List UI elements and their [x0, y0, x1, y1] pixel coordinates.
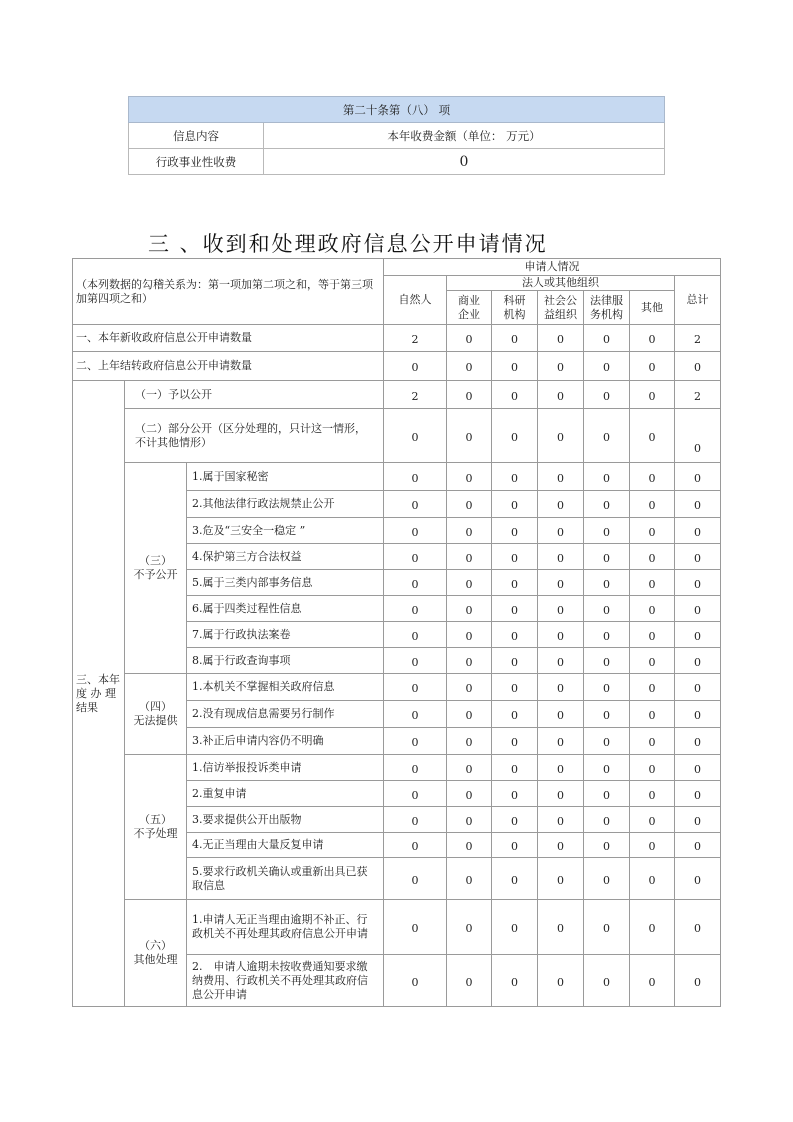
column-header: [538, 291, 584, 325]
value-cell: 0: [584, 409, 630, 463]
value-cell: 0: [492, 755, 538, 781]
value-cell: 0: [492, 648, 538, 674]
header-row: [73, 259, 721, 276]
value-cell: 0: [492, 381, 538, 409]
item-label: 8.属于行政查询事项: [187, 648, 384, 674]
value-cell: 0: [675, 596, 721, 622]
value-cell: 0: [630, 352, 675, 381]
value-cell: 0: [384, 755, 447, 781]
value-cell: 0: [675, 781, 721, 807]
value-cell: 0: [584, 701, 630, 728]
value-cell: 0: [447, 596, 492, 622]
value-cell: 0: [584, 352, 630, 381]
column-header-line: 务机构: [590, 307, 623, 321]
value-cell: 0: [384, 409, 447, 463]
group-title: （四）: [139, 700, 172, 713]
column-header-line: 机构: [503, 307, 526, 321]
fee-col1-header: 信息内容: [129, 123, 264, 149]
fee-row-value: 0: [264, 149, 665, 175]
fee-table-title: 第二十条第（八） 项: [129, 97, 665, 123]
value-cell: 0: [384, 900, 447, 955]
item-label: 2.没有现成信息需要另行制作: [187, 701, 384, 728]
value-cell: 0: [675, 833, 721, 858]
value-cell: 0: [447, 352, 492, 381]
group-subtitle: 无法提供: [133, 714, 178, 727]
value-cell: 0: [584, 596, 630, 622]
value-cell: 0: [630, 491, 675, 518]
value-cell: 2: [675, 325, 721, 352]
item-label: 1.申请人无正当理由逾期不补正、行政机关不再处理其政府信息公开申请: [187, 900, 384, 955]
value-cell: 0: [630, 544, 675, 570]
value-cell: 0: [630, 570, 675, 596]
value-cell: 0: [538, 755, 584, 781]
value-cell: 0: [447, 781, 492, 807]
value-cell: 0: [447, 858, 492, 900]
value-cell: 0: [675, 570, 721, 596]
value-cell: 0: [538, 570, 584, 596]
value-cell: 0: [447, 381, 492, 409]
item-label: 3.要求提供公开出版物: [187, 807, 384, 833]
value-cell: 0: [447, 463, 492, 491]
group-title: （五）: [139, 813, 172, 826]
value-cell: 0: [492, 352, 538, 381]
value-cell: 0: [447, 807, 492, 833]
group-label: [125, 755, 187, 900]
value-cell: 0: [584, 622, 630, 648]
value-cell: 0: [584, 518, 630, 544]
value-cell: 0: [630, 900, 675, 955]
item-label: 1.信访举报投诉类申请: [187, 755, 384, 781]
value-cell: 0: [675, 955, 721, 1007]
value-cell: 0: [538, 781, 584, 807]
value-cell: 0: [384, 491, 447, 518]
value-cell: 0: [538, 833, 584, 858]
value-cell: 0: [675, 900, 721, 955]
group-subtitle: 其他处理: [133, 953, 178, 966]
result-label-line: 结果: [76, 700, 98, 714]
value-cell: 0: [492, 491, 538, 518]
value-cell: 0: [584, 381, 630, 409]
row-label: （一）予以公开: [125, 381, 384, 409]
value-cell: 0: [538, 674, 584, 701]
value-cell: 0: [584, 955, 630, 1007]
value-cell: 0: [675, 518, 721, 544]
table-row: [73, 381, 721, 409]
value-cell: 0: [584, 325, 630, 352]
value-cell: 0: [584, 833, 630, 858]
column-header-line: 益组织: [544, 307, 577, 321]
value-cell: 0: [492, 807, 538, 833]
result-label-line: 三、本年: [76, 672, 120, 686]
value-cell: 0: [492, 955, 538, 1007]
group-label: [125, 674, 187, 755]
table-row: [73, 900, 721, 955]
column-header: [447, 291, 492, 325]
column-header-line: 商业: [458, 293, 480, 307]
table-row: [73, 463, 721, 491]
value-cell: 0: [584, 463, 630, 491]
value-cell: 0: [538, 409, 584, 463]
value-cell: 0: [384, 781, 447, 807]
column-header-line: 法律服: [590, 293, 623, 307]
item-label: 1.属于国家秘密: [187, 463, 384, 491]
value-cell: 0: [630, 622, 675, 648]
column-header-line: 其他: [641, 300, 663, 314]
value-cell: 0: [447, 833, 492, 858]
value-cell: 0: [630, 728, 675, 755]
value-cell: 0: [630, 518, 675, 544]
value-cell: 0: [538, 728, 584, 755]
value-cell: 0: [584, 570, 630, 596]
value-cell: 0: [447, 622, 492, 648]
item-label: 2. 申请人逾期未按收费通知要求缴纳费用、行政机关不再处理其政府信息公开申请: [187, 955, 384, 1007]
value-cell: 0: [675, 701, 721, 728]
note-cell: （本列数据的勾稽关系为：第一项加第二项之和，等于第三项加第四项之和）: [73, 259, 384, 325]
application-table: [72, 258, 721, 1007]
result-label: [73, 381, 125, 1007]
value-cell: 0: [492, 781, 538, 807]
value-cell: 0: [492, 701, 538, 728]
value-cell: 0: [675, 674, 721, 701]
item-label: 5.要求行政机关确认或重新出具已获取信息: [187, 858, 384, 900]
value-cell: 0: [492, 858, 538, 900]
value-cell: 0: [447, 325, 492, 352]
value-cell: 0: [384, 648, 447, 674]
table-row: [73, 755, 721, 781]
value-cell: 0: [447, 755, 492, 781]
row-label: 二、上年结转政府信息公开申请数量: [73, 352, 384, 381]
value-cell: 0: [675, 491, 721, 518]
value-cell: 0: [447, 900, 492, 955]
value-cell: 0: [384, 701, 447, 728]
item-label: 1.本机关不掌握相关政府信息: [187, 674, 384, 701]
value-cell: 0: [384, 596, 447, 622]
item-label: 4.无正当理由大量反复申请: [187, 833, 384, 858]
column-header: [584, 291, 630, 325]
table-row: [73, 409, 721, 463]
fee-row-label: 行政事业性收费: [129, 149, 264, 175]
value-cell: 0: [675, 463, 721, 491]
column-header: [492, 291, 538, 325]
value-cell: 0: [538, 955, 584, 1007]
value-cell: 2: [384, 325, 447, 352]
group-subtitle: 不予公开: [133, 568, 178, 581]
value-cell: 0: [630, 596, 675, 622]
row-label: （二）部分公开（区分处理的，只计这一情形，不计其他情形）: [125, 409, 384, 463]
section-title: 三 、收到和处理政府信息公开申请情况: [148, 232, 548, 256]
value-cell: 0: [384, 858, 447, 900]
value-cell: 2: [675, 381, 721, 409]
value-cell: 0: [584, 728, 630, 755]
value-cell: 0: [675, 648, 721, 674]
value-cell: 0: [584, 674, 630, 701]
value-cell: 0: [384, 544, 447, 570]
value-cell: 0: [630, 381, 675, 409]
value-cell: 0: [447, 648, 492, 674]
group-subtitle: 不予处理: [133, 827, 178, 840]
value-cell: 0: [675, 807, 721, 833]
value-cell: 0: [492, 518, 538, 544]
value-cell: 0: [384, 463, 447, 491]
value-cell: 0: [447, 544, 492, 570]
fee-col2-header: 本年收费金额（单位： 万元）: [264, 123, 665, 149]
row-label: 一、本年新收政府信息公开申请数量: [73, 325, 384, 352]
group-label: [125, 900, 187, 1007]
value-cell: 0: [447, 570, 492, 596]
value-cell: 0: [384, 518, 447, 544]
result-label-line: 度 办 理: [76, 686, 116, 700]
value-cell: 0: [492, 409, 538, 463]
group-label: [125, 463, 187, 674]
value-cell: 0: [675, 728, 721, 755]
value-cell: 0: [384, 833, 447, 858]
value-cell: 0: [447, 728, 492, 755]
value-cell: 0: [630, 833, 675, 858]
value-cell: 0: [675, 858, 721, 900]
value-cell: 0: [384, 570, 447, 596]
table-row: [73, 674, 721, 701]
table-row: [73, 325, 721, 352]
column-header-line: 自然人: [398, 293, 432, 306]
legal-header: 法人或其他组织: [447, 276, 675, 291]
value-cell: 0: [630, 325, 675, 352]
column-header-line: 总计: [686, 293, 709, 306]
value-cell: 0: [630, 858, 675, 900]
value-cell: 0: [538, 518, 584, 544]
value-cell: 0: [630, 755, 675, 781]
value-cell: 0: [538, 596, 584, 622]
group-title: （三）: [139, 554, 172, 567]
value-cell: 0: [675, 352, 721, 381]
value-cell: 2: [384, 381, 447, 409]
value-cell: 0: [630, 648, 675, 674]
item-label: 5.属于三类内部事务信息: [187, 570, 384, 596]
value-cell: 0: [675, 544, 721, 570]
applicant-header: 申请人情况: [384, 259, 721, 276]
value-cell: 0: [538, 622, 584, 648]
value-cell: 0: [630, 701, 675, 728]
value-cell: 0: [492, 622, 538, 648]
value-cell: 0: [675, 622, 721, 648]
value-cell: 0: [492, 544, 538, 570]
value-cell: 0: [384, 728, 447, 755]
item-label: 2.重复申请: [187, 781, 384, 807]
column-header: [675, 276, 721, 325]
value-cell: 0: [675, 755, 721, 781]
value-cell: 0: [384, 807, 447, 833]
value-cell: 0: [538, 352, 584, 381]
value-cell: 0: [384, 622, 447, 648]
value-cell: 0: [630, 463, 675, 491]
value-cell: 0: [538, 544, 584, 570]
value-cell: 0: [492, 674, 538, 701]
value-cell: 0: [447, 955, 492, 1007]
column-header-line: 企业: [458, 307, 480, 321]
item-label: 3.危及“三安全一稳定 ”: [187, 518, 384, 544]
value-cell: 0: [492, 728, 538, 755]
group-title: （六）: [139, 939, 172, 952]
column-header-line: 社会公: [544, 293, 577, 307]
value-cell: 0: [538, 648, 584, 674]
value-cell: 0: [384, 674, 447, 701]
value-cell: 0: [584, 781, 630, 807]
value-cell: 0: [538, 325, 584, 352]
value-cell: 0: [492, 833, 538, 858]
value-cell: 0: [538, 463, 584, 491]
value-cell: 0: [584, 491, 630, 518]
value-cell: 0: [630, 409, 675, 463]
value-cell: 0: [538, 858, 584, 900]
value-cell: 0: [492, 900, 538, 955]
value-cell: 0: [584, 755, 630, 781]
value-cell: 0: [675, 409, 721, 463]
value-cell: 0: [492, 596, 538, 622]
value-cell: 0: [584, 544, 630, 570]
item-label: 6.属于四类过程性信息: [187, 596, 384, 622]
value-cell: 0: [538, 701, 584, 728]
value-cell: 0: [584, 807, 630, 833]
value-cell: 0: [492, 570, 538, 596]
item-label: 7.属于行政执法案卷: [187, 622, 384, 648]
value-cell: 0: [630, 781, 675, 807]
value-cell: 0: [447, 674, 492, 701]
value-cell: 0: [492, 463, 538, 491]
value-cell: 0: [447, 701, 492, 728]
value-cell: 0: [630, 955, 675, 1007]
item-label: 4.保护第三方合法权益: [187, 544, 384, 570]
value-cell: 0: [538, 491, 584, 518]
value-cell: 0: [584, 858, 630, 900]
value-cell: 0: [492, 325, 538, 352]
item-label: 2.其他法律行政法规禁止公开: [187, 491, 384, 518]
column-header: [384, 276, 447, 325]
value-cell: 0: [630, 674, 675, 701]
item-label: 3.补正后申请内容仍不明确: [187, 728, 384, 755]
table-row: [73, 352, 721, 381]
value-cell: 0: [538, 807, 584, 833]
value-cell: 0: [538, 900, 584, 955]
value-cell: 0: [447, 491, 492, 518]
value-cell: 0: [384, 955, 447, 1007]
value-cell: 0: [447, 518, 492, 544]
fee-table: [128, 96, 665, 175]
column-header: [630, 291, 675, 325]
value-cell: 0: [584, 648, 630, 674]
value-cell: 0: [630, 807, 675, 833]
value-cell: 0: [584, 900, 630, 955]
column-header-line: 科研: [503, 293, 526, 307]
value-cell: 0: [447, 409, 492, 463]
value-cell: 0: [384, 352, 447, 381]
value-cell: 0: [538, 381, 584, 409]
